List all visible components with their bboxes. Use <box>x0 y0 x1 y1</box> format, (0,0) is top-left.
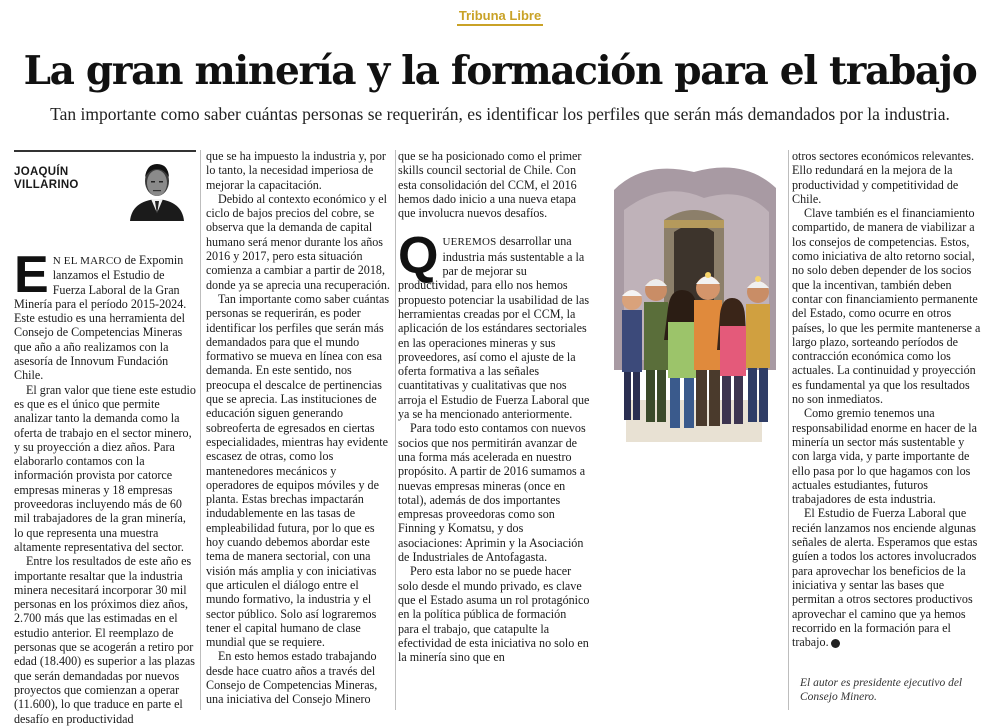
paragraph: En esto hemos estado trabajando desde hace cuatro años a través del Consejo de Competencias Mineras, una iniciativa del Consejo Minero <box>206 649 378 707</box>
paragraph: otros sectores económicos relevantes. Ello redundará en la mejora de la productividad y competitividad de Chile. <box>792 149 975 206</box>
article-column-1 <box>14 246 196 726</box>
paragraph <box>398 227 590 422</box>
paragraph-text: de Expomin lanzamos el Estudio de Fuerza Laboral de la Gran Minería para el período 2015-2024. Este estudio es una herramienta del Consejo de Competencias Mineras que año a año realizamos con la asesoría de Innovum Fundación Chile. <box>14 253 187 383</box>
column-divider <box>788 150 789 710</box>
article-column-5 <box>792 149 984 649</box>
author-portrait <box>124 155 190 221</box>
paragraph: Tan importante como saber cuántas personas se requerirán, es poder identificar los perfiles que serán más demandados para que el mundo formativo se mueva en línea con esa demanda. En este sentido, nos preocupa el descalce de pertinencias que se aprecia. Las instituciones de educación siguen generando sobreoferta de egresados en ciertas especialidades, mientras hay evidente escasez de otras, como los mantenedores mecánicos y operadores de equipos móviles y de planta. Estas brechas impactarán indudablemente en las tasas de empleabilidad futura, por lo que es hoy cuando debemos abordar este tema de manera sectorial, con una visión más amplia y con iniciativas que articulen el diálogo entre el mundo formativo, la industria y el sector público. Solo así lograremos tener el capital humano de clase mundial que se requiere. <box>206 291 390 650</box>
author-last-name: VILLARINO <box>14 179 79 191</box>
article-column-3 <box>398 149 590 709</box>
column-divider <box>200 150 201 710</box>
subheadline: Tan importante como saber cuántas personas se requerirán, es identificar los perfiles que serán más demandados por la industria. <box>50 104 950 124</box>
section-tag <box>0 8 1000 23</box>
author-first-name: JOAQUÍN <box>14 166 69 178</box>
paragraph <box>792 506 984 649</box>
paragraph <box>14 246 196 383</box>
paragraph: El gran valor que tiene este estudio es que es el único que permite analizar tanto la demanda como la oferta de trabajo en el sector minero, y su proyección a diez años. Para elaborarlo contamos con la información provista por catorce empresas mineras y 18 empresas proveedoras incluyendo más de 60 mil trabajadores de la gran minería, lo que representa una muestra altamente representativa del sector. <box>14 382 196 554</box>
section-label: Tribuna Libre <box>457 8 543 26</box>
author-footnote: El autor es presidente ejecutivo del Consejo Minero. <box>800 677 963 703</box>
paragraph: Pero esta labor no se puede hacer solo desde el mundo privado, es clave que el Estado asuma un rol protagónico en la política pública de formación para el trabajo, que catapulte la efectividad de esta iniciativa no solo en la minería sino que en <box>398 564 590 665</box>
column-divider <box>395 150 396 710</box>
paragraph: Como gremio tenemos una responsabilidad enorme en hacer de la minería un sector más sustentable y con larga vida, y parte importante de ello pasa por lo que hagamos con los actuales estudiantes, futuros trabajadores de esta industria. <box>792 406 978 507</box>
author-byline <box>14 166 114 192</box>
paragraph: que se ha posicionado como el primer skills council sectorial de Chile. Con esta consolidación del CCM, el 2016 hemos dado inicio a una nueva etapa que involucra nuevos desafíos. <box>398 149 582 221</box>
article-column-2 <box>206 149 392 709</box>
paragraph: Para todo esto contamos con nuevos socios que nos permitirán avanzar de una forma más acelerada en nuestro propósito. A partir de 2016 sumamos a nuevas empresas mineras (once en total), además de dos importantes empresas proveedoras como son Finning y Komatsu, y dos asociaciones: Aprimin y la Asociación de Industriales de Antofagasta. <box>398 421 586 565</box>
end-mark-icon <box>831 639 840 648</box>
paragraph: Entre los resultados de este año es importante resaltar que la industria minera necesitará incorporar 30 mil personas en los próximos diez años, 2.700 más que las estimadas en el estudio anterior. El reemplazo de personas que se acogerán a retiro por edad (18.400) es superior a las plazas que serán demandadas por nuevos proyectos que comienzan a operar (11.600), lo que traduce en parte el desafío en productividad <box>14 554 196 726</box>
miners-illustration <box>604 150 782 450</box>
paragraph-text: El Estudio de Fuerza Laboral que recién lanzamos nos enciende algunas señales de alerta. Esperamos que estas guíen a todos los actores involucrados para aprovechar los beneficios de la iniciativa y sentar las bases que permitan a otros sectores productivos aprovechar el camino que ya hemos recorrido en la formación para el trabajo. <box>792 506 978 650</box>
dropcap-q: Q <box>398 227 439 286</box>
dropcap-e: E <box>14 246 49 304</box>
paragraph-text: desarrollar una industria más sustentable a la par de mejorar su productividad, para ello nos hemos propuesto potenciar la usabilidad de las herramientas creadas por el CCM, la aplicación de los estándares sectoriales en las operaciones mineras y sus proveedores, así como el ajuste de la oferta formativa a las señales cuantitativas y cualitativas que nos arroja el Estudio de Fuerza Laboral que ya se ha mencionado anteriormente. <box>398 234 590 422</box>
author-rule <box>14 150 196 152</box>
lead-in: N EL MARCO <box>52 255 122 267</box>
headline: La gran minería y la formación para el trabajo <box>23 48 977 94</box>
paragraph: Clave también es el financiamiento compartido, de manera de viabilizar a los consejos de competencias. Estos, como iniciativa de alto retorno social, no solo deben depender de los socios que la incentivan, también deben contar con financiamiento permanente del Estado, como ocurre en otros países, lo que les permite mantenerse a largo plazo, sorteando períodos de contracción económica como los actuales. La continuidad y proyección es fundamental ya que los resultados no son inmediatos. <box>792 206 981 407</box>
lead-in: UEREMOS <box>442 236 497 249</box>
paragraph: que se ha impuesto la industria y, por lo tanto, la necesidad imperiosa de mejorar la capacitación. <box>206 149 386 192</box>
paragraph: Debido al contexto económico y el ciclo de bajos precios del cobre, se observa que la demanda de capital humano será menor durante los años 2016 y 2017, pero esta situación comienza a cambiar a partir de 2018, donde ya se aprecia una recuperación. <box>206 191 390 292</box>
